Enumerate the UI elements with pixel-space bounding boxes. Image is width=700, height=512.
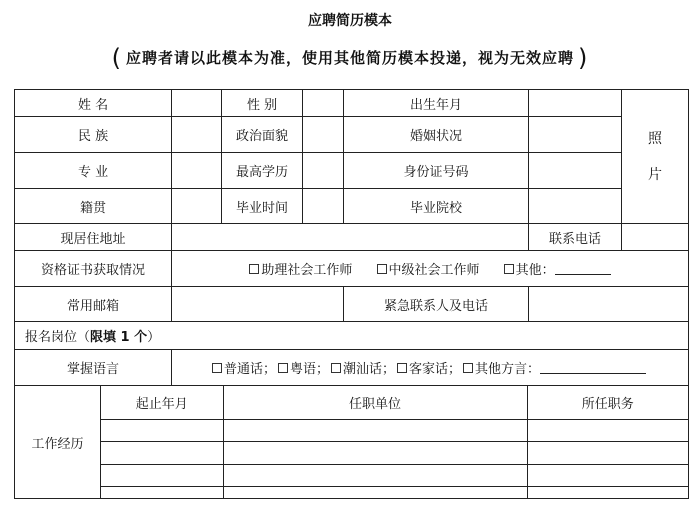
gender-field[interactable] <box>303 90 344 117</box>
job-title-header: 所任职务 <box>527 386 688 419</box>
subtitle-close-paren: ) <box>578 44 589 72</box>
cert-option-intermediate[interactable] <box>377 263 480 278</box>
birth-field[interactable] <box>529 90 622 117</box>
photo-label-2: 片 <box>648 166 663 183</box>
checkbox-icon[interactable] <box>504 264 514 274</box>
language-option-teochew[interactable] <box>331 362 395 377</box>
email-label: 常用邮箱 <box>15 287 172 322</box>
cert-option-label: 中级社会工作师 <box>388 263 480 278</box>
job-title-cell[interactable] <box>527 464 688 487</box>
political-field[interactable] <box>303 117 344 153</box>
job-title-cell[interactable] <box>527 487 688 498</box>
language-option-label: 粤语； <box>290 362 330 377</box>
position-row[interactable] <box>15 322 689 350</box>
period-header: 起止年月 <box>101 386 223 419</box>
ethnicity-field[interactable] <box>172 117 222 153</box>
cert-option-assistant[interactable] <box>249 263 352 278</box>
employer-cell[interactable] <box>223 442 527 465</box>
graduation-time-field[interactable] <box>303 189 344 224</box>
phone-field[interactable] <box>622 224 689 251</box>
name-label: 姓 名 <box>15 90 172 117</box>
id-number-field[interactable] <box>529 153 622 189</box>
photo-label-1: 照 <box>648 130 663 147</box>
period-cell[interactable] <box>101 464 223 487</box>
checkbox-icon[interactable] <box>331 363 341 373</box>
language-option-cantonese[interactable] <box>278 362 329 377</box>
school-label: 毕业院校 <box>344 189 529 224</box>
language-option-other[interactable] <box>463 362 646 377</box>
language-option-label: 其他方言： <box>475 362 541 377</box>
subtitle-open-paren: ( <box>111 44 122 72</box>
address-field[interactable] <box>172 224 529 251</box>
period-cell[interactable] <box>101 442 223 465</box>
checkbox-icon[interactable] <box>212 363 222 373</box>
language-option-label: 潮汕话； <box>343 362 396 377</box>
major-label: 专 业 <box>15 153 172 189</box>
cert-option-label: 助理社会工作师 <box>261 263 353 278</box>
position-label-limit: 限填 1 个 <box>90 330 148 345</box>
position-label-prefix: 报名岗位（ <box>25 330 91 345</box>
employer-cell[interactable] <box>223 419 527 442</box>
emergency-field[interactable] <box>529 287 689 322</box>
work-experience-label: 工作经历 <box>15 386 101 499</box>
work-experience-grid <box>101 386 689 499</box>
checkbox-icon[interactable] <box>249 264 259 274</box>
political-label: 政治面貌 <box>222 117 303 153</box>
checkbox-icon[interactable] <box>278 363 288 373</box>
education-label: 最高学历 <box>222 153 303 189</box>
job-title-cell[interactable] <box>527 442 688 465</box>
major-field[interactable] <box>172 153 222 189</box>
certificate-options <box>172 251 689 287</box>
marital-field[interactable] <box>529 117 622 153</box>
job-title-cell[interactable] <box>527 419 688 442</box>
birth-label: 出生年月 <box>344 90 529 117</box>
school-field[interactable] <box>529 189 622 224</box>
checkbox-icon[interactable] <box>377 264 387 274</box>
certificate-label: 资格证书获取情况 <box>15 251 172 287</box>
native-place-field[interactable] <box>172 189 222 224</box>
language-option-mandarin[interactable] <box>212 362 276 377</box>
gender-label: 性 别 <box>222 90 303 117</box>
checkbox-icon[interactable] <box>397 363 407 373</box>
resume-form-table <box>14 89 689 499</box>
employer-cell[interactable] <box>223 487 527 498</box>
employer-header: 任职单位 <box>223 386 527 419</box>
photo-box[interactable] <box>622 90 689 224</box>
email-field[interactable] <box>172 287 344 322</box>
native-place-label: 籍贯 <box>15 189 172 224</box>
address-label: 现居住地址 <box>15 224 172 251</box>
phone-label: 联系电话 <box>529 224 622 251</box>
id-number-label: 身份证号码 <box>344 153 529 189</box>
position-label-suffix: ） <box>147 330 161 345</box>
form-subtitle <box>0 44 700 72</box>
period-cell[interactable] <box>101 487 223 498</box>
cert-other-blank[interactable] <box>555 273 611 275</box>
language-option-label: 客家话； <box>409 362 462 377</box>
language-other-blank[interactable] <box>540 372 646 374</box>
subtitle-text: 应聘者请以此模本为准，使用其他简历模本投递，视为无效应聘 <box>125 49 574 67</box>
graduation-time-label: 毕业时间 <box>222 189 303 224</box>
language-option-label: 普通话； <box>223 362 276 377</box>
work-experience-table <box>101 386 688 498</box>
employer-cell[interactable] <box>223 464 527 487</box>
period-cell[interactable] <box>101 419 223 442</box>
marital-label: 婚姻状况 <box>344 117 529 153</box>
language-options <box>172 350 689 386</box>
cert-option-label: 其他： <box>515 263 555 278</box>
checkbox-icon[interactable] <box>463 363 473 373</box>
form-title: 应聘简历模本 <box>308 13 392 29</box>
language-option-hakka[interactable] <box>397 362 461 377</box>
education-field[interactable] <box>303 153 344 189</box>
cert-option-other[interactable] <box>504 263 611 278</box>
name-field[interactable] <box>172 90 222 117</box>
language-label: 掌握语言 <box>15 350 172 386</box>
emergency-label: 紧急联系人及电话 <box>344 287 529 322</box>
ethnicity-label: 民 族 <box>15 117 172 153</box>
